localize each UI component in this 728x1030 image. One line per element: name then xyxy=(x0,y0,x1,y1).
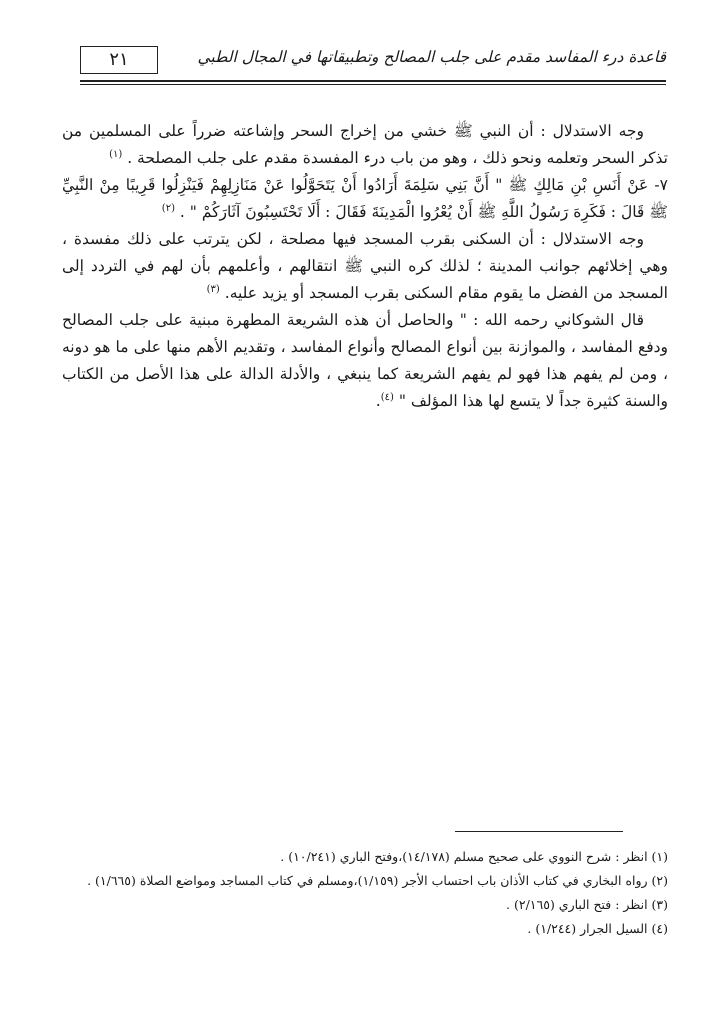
body-text xyxy=(62,118,668,415)
footnote-ref-1: (١) xyxy=(109,148,123,160)
footnote-ref-3: (٣) xyxy=(206,283,220,295)
footnote-1: (١) انظر : شرح النووي على صحيح مسلم (١٤/١٧٨)،وفتح الباري (١٠/٢٤١) . xyxy=(280,849,668,864)
footnote-2: (٢) رواه البخاري في كتاب الأذان باب احتساب الأجر (١/١٥٩)،ومسلم في كتاب المساجد ومواضع الصلاة (١/٦٦٥) . xyxy=(87,873,668,888)
running-title: قاعدة درء المفاسد مقدم على جلب المصالح وتطبيقاتها في المجال الطبي xyxy=(197,48,666,66)
footnote-ref-4: (٤) xyxy=(380,391,394,403)
footnote-3: (٣) انظر : فتح الباري (٢/١٦٥) . xyxy=(506,897,668,912)
paragraph-text: ٧- عَنْ أَنَسِ بْنِ مَالِكٍ ﷺ " أَنَّ بَنِي سَلِمَةَ أَرَادُوا أَنْ يَتَحَوَّلُوا عَنْ مَنَازِلِهِمْ فَيَنْزِلُوا قَرِيبًا مِنْ النَّبِيِّ ﷺ قَالَ : فَكَرِهَ رَسُولُ اللَّهِ ﷺ أَنْ يُعْرُوا الْمَدِينَةَ فَقَالَ : أَلَا تَحْتَسِبُونَ آثَارَكُمْ " . xyxy=(62,176,668,221)
paragraph-text: قال الشوكاني رحمه الله : " والحاصل أن هذه الشريعة المطهرة مبنية على جلب المصالح ودفع المفاسد ، والموازنة بين أنواع المصالح وأنواع المفاسد ، وتقديم الأهم منها على ما هو دونه ، ومن لم يفهم هذا فهو لم يفهم الشريعة كما ينبغي ، والأدلة الدالة على هذا الأصل من الكتاب والسنة كثيرة جداً لا يتسع لها هذا المؤلف " xyxy=(62,311,668,410)
page-header xyxy=(80,46,666,86)
paragraph-shawkani-quote xyxy=(62,307,668,415)
header-rule xyxy=(80,80,666,82)
paragraph-text: وجه الاستدلال : أن النبي ﷺ خشي من إخراج السحر وإشاعته ضرراً على المسلمين من تذكر السحر وتعلمه ونحو ذلك ، وهو من باب درء المفسدة مقدم على جلب المصلحة . xyxy=(62,122,668,167)
page-number: ٢١ xyxy=(80,46,158,74)
header-rule-thin xyxy=(80,84,666,85)
footnote-separator xyxy=(455,831,623,832)
paragraph-tail: . xyxy=(375,392,381,410)
footnote-ref-2: (٢) xyxy=(161,202,175,214)
paragraph-istidlal-1 xyxy=(62,118,668,172)
paragraph-text: وجه الاستدلال : أن السكنى بقرب المسجد فيها مصلحة ، لكن يترتب على ذلك مفسدة ، وهي إخلائهم جوانب المدينة ؛ لذلك كره النبي ﷺ انتقالهم ، وأعلمهم بأن لهم في التردد إلى المسجد من الفضل ما يقوم مقام السكنى بقرب المسجد أو يزيد عليه. xyxy=(62,230,668,302)
paragraph-istidlal-2 xyxy=(62,226,668,307)
footnote-4: (٤) السيل الجرار (١/٢٤٤) . xyxy=(527,921,668,936)
footnotes xyxy=(62,845,668,941)
paragraph-hadith-7 xyxy=(62,172,668,226)
